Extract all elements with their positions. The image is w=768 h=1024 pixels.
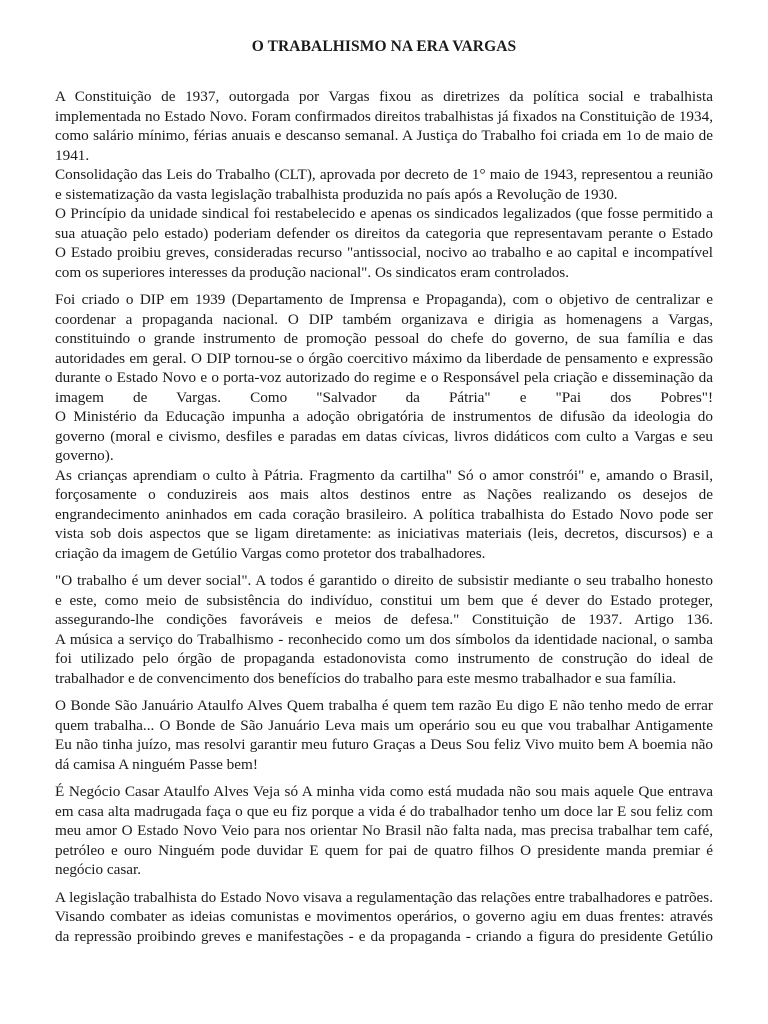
text-line: A legislação trabalhista do Estado Novo visava a regulamentação das relações entre trabalhadores e patrões. [55, 888, 713, 906]
text-line: como salário mínimo, férias anuais e descanso semanal. A Justiça do Trabalho foi criada em 1o de maio de [55, 127, 713, 144]
text-line: autoridades em geral. O DIP tornou-se o órgão coercitivo máximo da liberdade de pensamento e expressão [55, 349, 713, 367]
text-line: coordenar a propaganda nacional. O DIP também organizava e dirigia as homenagens a Vargas, [55, 310, 713, 328]
text-line: Eu não tinha juízo, mas resolvi garantir meu futuro Graças a Deus Sou feliz Vivo muito bem A boemia não [55, 736, 713, 753]
text-line: O Estado proibiu greves, consideradas recurso "antissocial, nocivo ao trabalho e ao capital e incompatível [55, 244, 713, 261]
text-line: Visando combater as ideias comunistas e movimentos operários, o governo agiu em duas frentes: através [55, 908, 713, 925]
text-line: durante o Estado Novo e o porta-voz autorizado do regime e o Responsável pela criação e disseminação da [55, 369, 713, 386]
text-line: As crianças aprendiam o culto à Pátria. Fragmento da cartilha" Só o amor constrói" e, amando o Brasil, [55, 466, 713, 484]
text-line: constituindo o grande instrumento de promoção pessoal do chefe do governo, de sua família e das [55, 330, 713, 347]
paragraph [55, 782, 713, 880]
text-line: quem trabalha... O Bonde de São Januário Leva mais um operário sou eu que vou trabalhar Antigamente [55, 716, 713, 734]
paragraph [55, 87, 713, 282]
text-line: É Negócio Casar Ataulfo Alves Veja só A minha vida como está mudada não sou mais aquele Que entrava [55, 783, 713, 800]
paragraph [55, 571, 713, 688]
text-line: forçosamente o conduzireis aos mais altos destinos entre as Nações realizando os desejos de [55, 486, 713, 503]
text-line: implementada no Estado Novo. Foram confirmados direitos trabalhistas já fixados na Constituição de 1934, [55, 107, 713, 125]
text-line: foi utilizado pelo órgão de propaganda estadonovista como instrumento de construção do ideal de [55, 650, 713, 667]
text-line: assegurando-lhe condições favoráveis e meios de defesa." Constituição de 1937. Artigo 136. [55, 611, 713, 628]
text-line: vista sob dois aspectos que se ligam diretamente: as iniciativas materiais (leis, decretos, discursos) e a [55, 525, 713, 542]
text-line: governo). [55, 447, 114, 464]
text-line: A Constituição de 1937, outorgada por Vargas fixou as diretrizes da política social e trabalhista [55, 88, 713, 105]
text-line: dá camisa A ninguém Passe bem! [55, 755, 258, 773]
text-line: em casa alta madrugada faça o que eu fiz porque a vida é do trabalhador tenho um doce lar E sou feliz com [55, 802, 713, 820]
text-line: da repressão proibindo greves e manifestações - e da propaganda - criando a figura do presidente Getúlio [55, 927, 713, 945]
text-line: criação da imagem de Getúlio Vargas como protetor dos trabalhadores. [55, 544, 486, 562]
document-title: O TRABALHISMO NA ERA VARGAS [251, 38, 517, 55]
text-line: com os superiores interesses da produção nacional". Os sindicatos eram controlados. [55, 263, 569, 281]
text-line: negócio casar. [55, 861, 142, 878]
document-page [55, 38, 713, 954]
text-line: O Ministério da Educação impunha a adoção obrigatória de instrumentos de difusão da ideologia do [55, 408, 713, 425]
text-line: sua atuação pelo estado) poderiam defender os direitos da categoria que representavam perante o Estado [55, 224, 713, 242]
text-line: imagem de Vargas. Como "Salvador da Pátria" e "Pai dos Pobres"! [55, 388, 713, 406]
text-line: e sistematização da vasta legislação trabalhista produzida no país após a Revolução de 1930. [55, 185, 618, 203]
document-body [55, 87, 713, 946]
text-line: governo (moral e civismo, desfiles e paradas em datas cívicas, livros didáticos com culto a Vargas e seu [55, 427, 713, 445]
paragraph [55, 888, 713, 947]
text-line: e este, como meio de subsistência do indivíduo, constitui um bem que é dever do Estado proteger, [55, 591, 713, 609]
paragraph [55, 290, 713, 563]
text-line: 1941. [55, 146, 90, 164]
text-line: Foi criado o DIP em 1939 (Departamento de Imprensa e Propaganda), com o objetivo de centralizar e [55, 291, 713, 308]
text-line: Consolidação das Leis do Trabalho (CLT), aprovada por decreto de 1° maio de 1943, representou a reunião [55, 166, 713, 183]
text-line: O Bonde São Januário Ataulfo Alves Quem trabalha é quem tem razão Eu digo E não tenho medo de errar [55, 697, 713, 714]
text-line: meu amor O Estado Novo Veio para nos orientar No Brasil não falta nada, mas precisa trabalhar tem café, [55, 822, 713, 839]
text-line: trabalhador e de convencimento dos benefícios do trabalho para este mesmo trabalhador e sua família. [55, 669, 677, 687]
text-line: O Princípio da unidade sindical foi restabelecido e apenas os sindicados legalizados (que fosse permitido a [55, 205, 713, 222]
paragraph [55, 696, 713, 774]
text-line: engrandecimento aninhados em cada coração brasileiro. A política trabalhista do Estado Novo pode ser [55, 505, 713, 523]
text-line: A música a serviço do Trabalhismo - reconhecido como um dos símbolos da identidade nacional, o samba [55, 630, 713, 648]
text-line: "O trabalho é um dever social". A todos é garantido o direito de subsistir mediante o seu trabalho honesto [55, 572, 713, 589]
text-line: petróleo e ouro Ninguém pode duvidar E quem for pai de quatro filhos O presidente manda premiar é [55, 841, 713, 859]
